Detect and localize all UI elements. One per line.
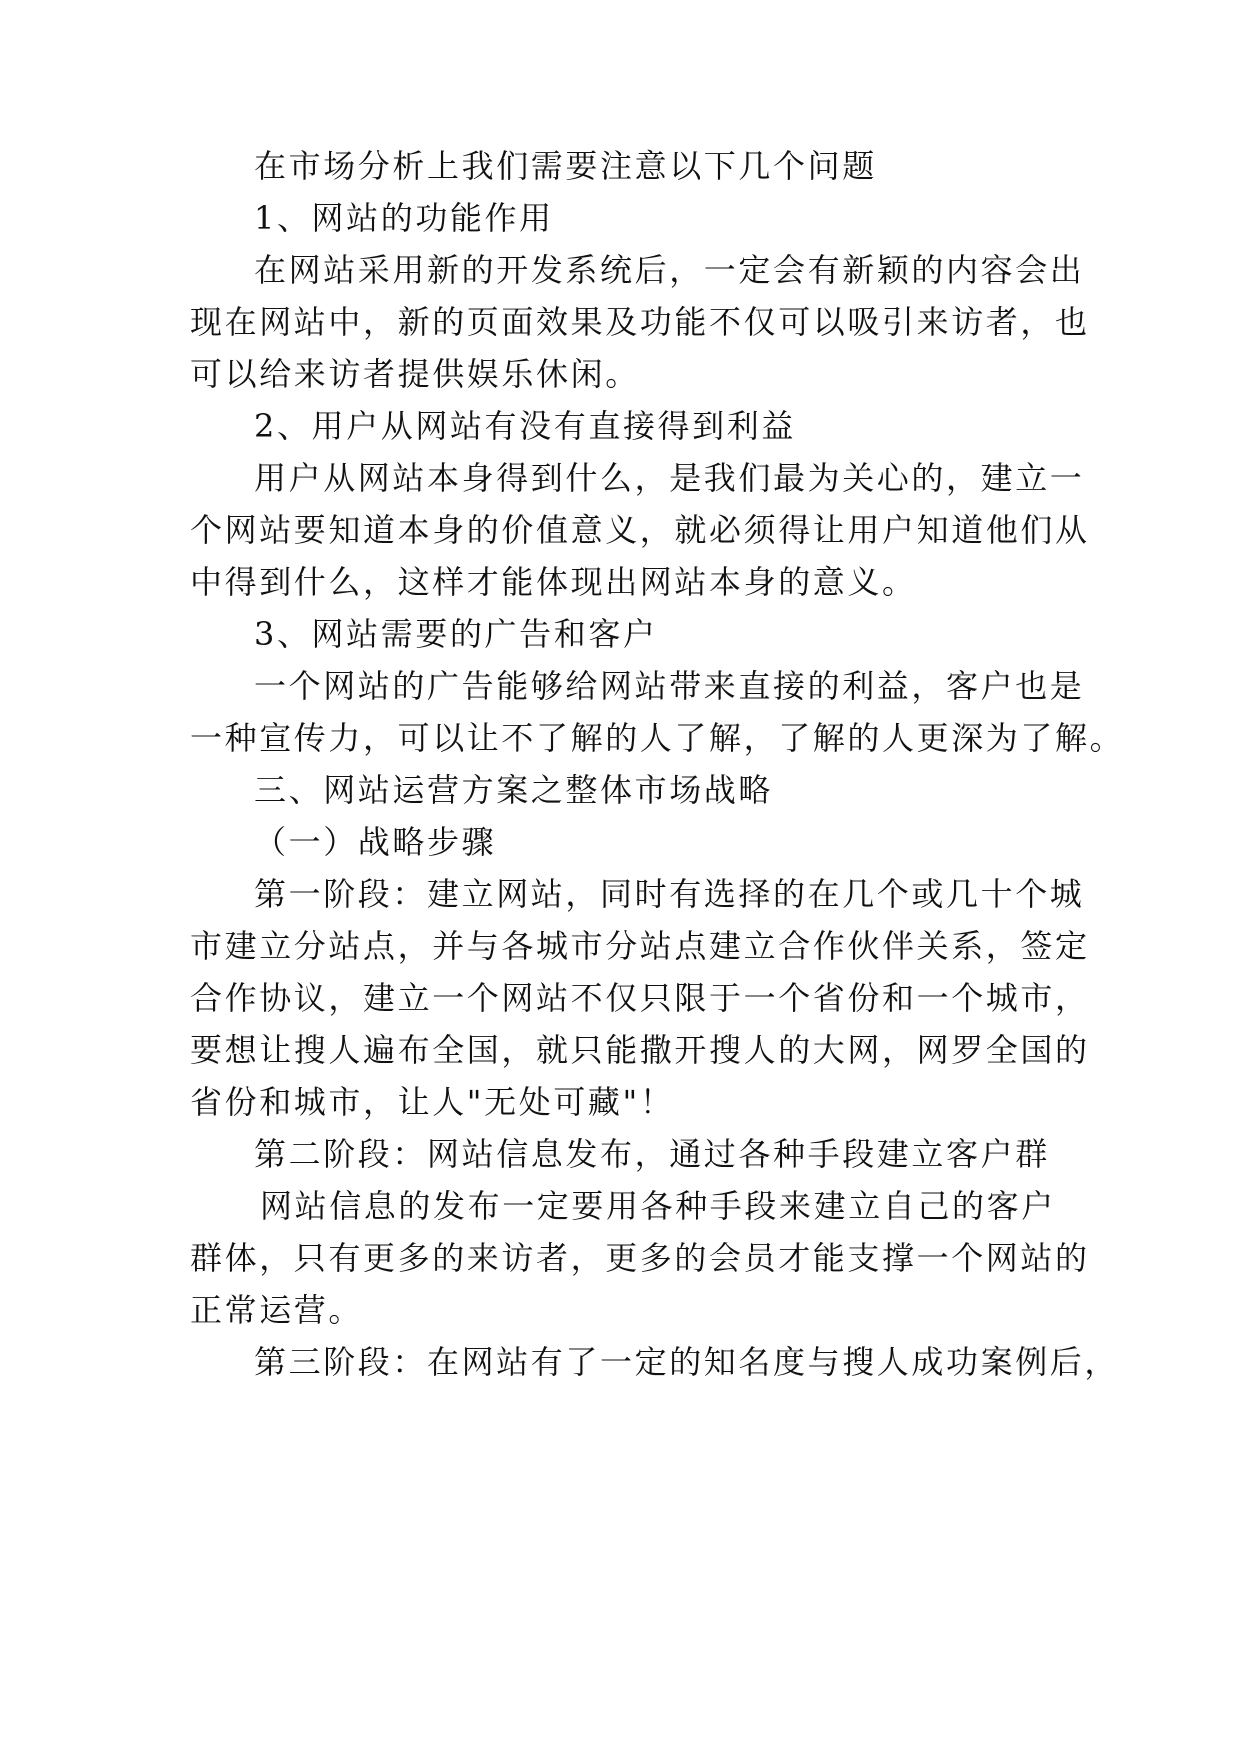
- text-line-22: 群体，只有更多的来访者，更多的会员才能支撑一个网站的: [190, 1239, 1090, 1277]
- text-line-9: 中得到什么，这样才能体现出网站本身的意义。: [190, 563, 917, 601]
- text-line-11: 一个网站的广告能够给网站带来直接的利益，客户也是: [254, 667, 1085, 705]
- text-line-2: 1、网站的功能作用: [254, 199, 554, 237]
- text-line-15: 第一阶段：建立网站，同时有选择的在几个或几十个城: [254, 875, 1085, 913]
- text-line-6: 2、用户从网站有没有直接得到利益: [254, 407, 796, 445]
- text-line-21: 网站信息的发布一定要用各种手段来建立自己的客户: [260, 1187, 1056, 1225]
- text-line-10: 3、网站需要的广告和客户: [254, 615, 658, 653]
- text-line-23: 正常运营。: [190, 1291, 364, 1329]
- text-line-16: 市建立分站点，并与各城市分站点建立合作伙伴关系，签定: [190, 927, 1090, 965]
- text-line-24: 第三阶段：在网站有了一定的知名度与搜人成功案例后，: [254, 1343, 1120, 1381]
- text-line-5: 可以给来访者提供娱乐休闲。: [190, 355, 640, 393]
- text-line-18: 要想让搜人遍布全国，就只能撒开搜人的大网，网罗全国的: [190, 1031, 1090, 1069]
- text-line-17: 合作协议，建立一个网站不仅只限于一个省份和一个城市，: [190, 979, 1090, 1017]
- text-line-12: 一种宣传力，可以让不了解的人了解，了解的人更深为了解。: [190, 719, 1125, 757]
- text-line-3: 在网站采用新的开发系统后，一定会有新颖的内容会出: [254, 251, 1085, 289]
- text-line-19: 省份和城市，让人"无处可藏"！: [190, 1083, 675, 1121]
- text-line-20: 第二阶段：网站信息发布，通过各种手段建立客户群: [254, 1135, 1050, 1173]
- text-line-1: 在市场分析上我们需要注意以下几个问题: [254, 147, 877, 185]
- text-line-7: 用户从网站本身得到什么，是我们最为关心的，建立一: [254, 459, 1085, 497]
- text-line-8: 个网站要知道本身的价值意义，就必须得让用户知道他们从: [190, 511, 1090, 549]
- text-line-4: 现在网站中，新的页面效果及功能不仅可以吸引来访者，也: [190, 303, 1090, 341]
- text-line-14: （一）战略步骤: [254, 823, 497, 861]
- text-line-13: 三、网站运营方案之整体市场战略: [254, 771, 774, 809]
